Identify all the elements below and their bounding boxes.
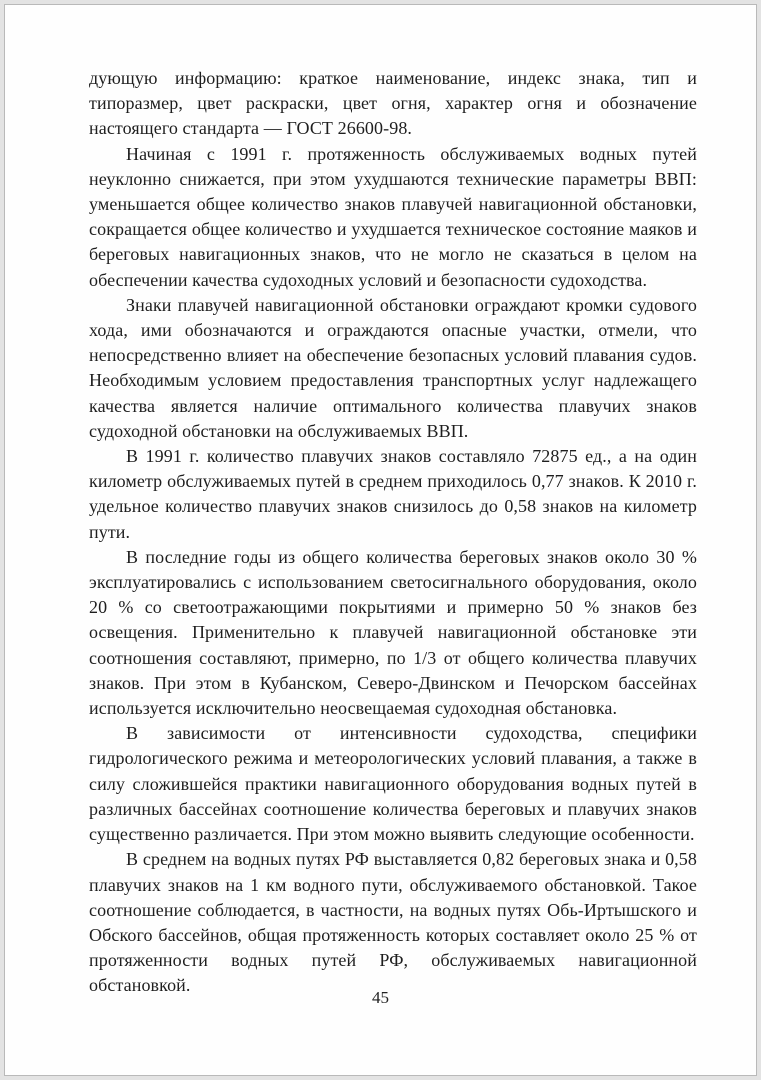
paragraph: В среднем на водных путях РФ выставляется 0,82 береговых знака и 0,58 плавучих знаков на 1 км водного пути, обслуживаемого обстановкой. Такое соотношение соблюдается, в частности, на водных путях Обь-Иртышского и Обского бассейнов, общая протяженность которых составляет около 25 % от протяженности водных путей РФ, обслуживаемых навигационной обстановкой. bbox=[89, 849, 697, 996]
paragraph: В последние годы из общего количества береговых знаков около 30 % эксплуатировались с использованием светосигнального оборудования, около 20 % со светоотражающими покрытиями и примерно 50 % знаков без освещения. Применительно к плавучей навигационной обстановке эти соотношения составляют, примерно, по 1/3 от общего количества плавучих знаков. При этом в Кубанском, Северо-Двинском и Печорском бассейнах используется исключительно неосвещаемая судоходная обстановка. bbox=[89, 546, 697, 719]
paragraph: Знаки плавучей навигационной обстановки ограждают кромки судового хода, ими обозначаются и ограждаются опасные участки, отмели, что непосредственно влияет на обеспечение безопасных условий плавания судов. Необходимым условием предоставления транспортных услуг надлежащего качества является наличие оптимального количества плавучих знаков судоходной обстановки на обслуживаемых ВВП. bbox=[89, 294, 697, 441]
paragraph: дующую информацию: краткое наименование, индекс знака, тип и типоразмер, цвет раскраски, цвет огня, характер огня и обозначение настоящего стандарта — ГОСТ 26600-98. bbox=[89, 68, 697, 139]
paragraph: Начиная с 1991 г. протяженность обслуживаемых водных путей неуклонно снижается, при этом ухудшаются технические параметры ВВП: уменьшается общее количество знаков плавучей навигационной обстановки, сокращается общее количество и ухудшается техническое состояние маяков и береговых навигационных знаков, что не могло не сказаться в целом на обеспечении качества судоходных условий и безопасности судоходства. bbox=[89, 143, 697, 290]
page-body-text bbox=[89, 66, 697, 999]
paragraph: В 1991 г. количество плавучих знаков составляло 72875 ед., а на один километр обслуживаемых путей в среднем приходилось 0,77 знаков. К 2010 г. удельное количество плавучих знаков снизилось до 0,58 знаков на километр пути. bbox=[89, 446, 697, 542]
paragraph: В зависимости от интенсивности судоходства, специфики гидрологического режима и метеорологических условий плавания, а также в силу сложившейся практики навигационного оборудования водных путей в различных бассейнах соотношение количества береговых и плавучих знаков существенно различается. При этом можно выявить следующие особенности. bbox=[89, 723, 697, 845]
page-number: 45 bbox=[372, 988, 389, 1007]
